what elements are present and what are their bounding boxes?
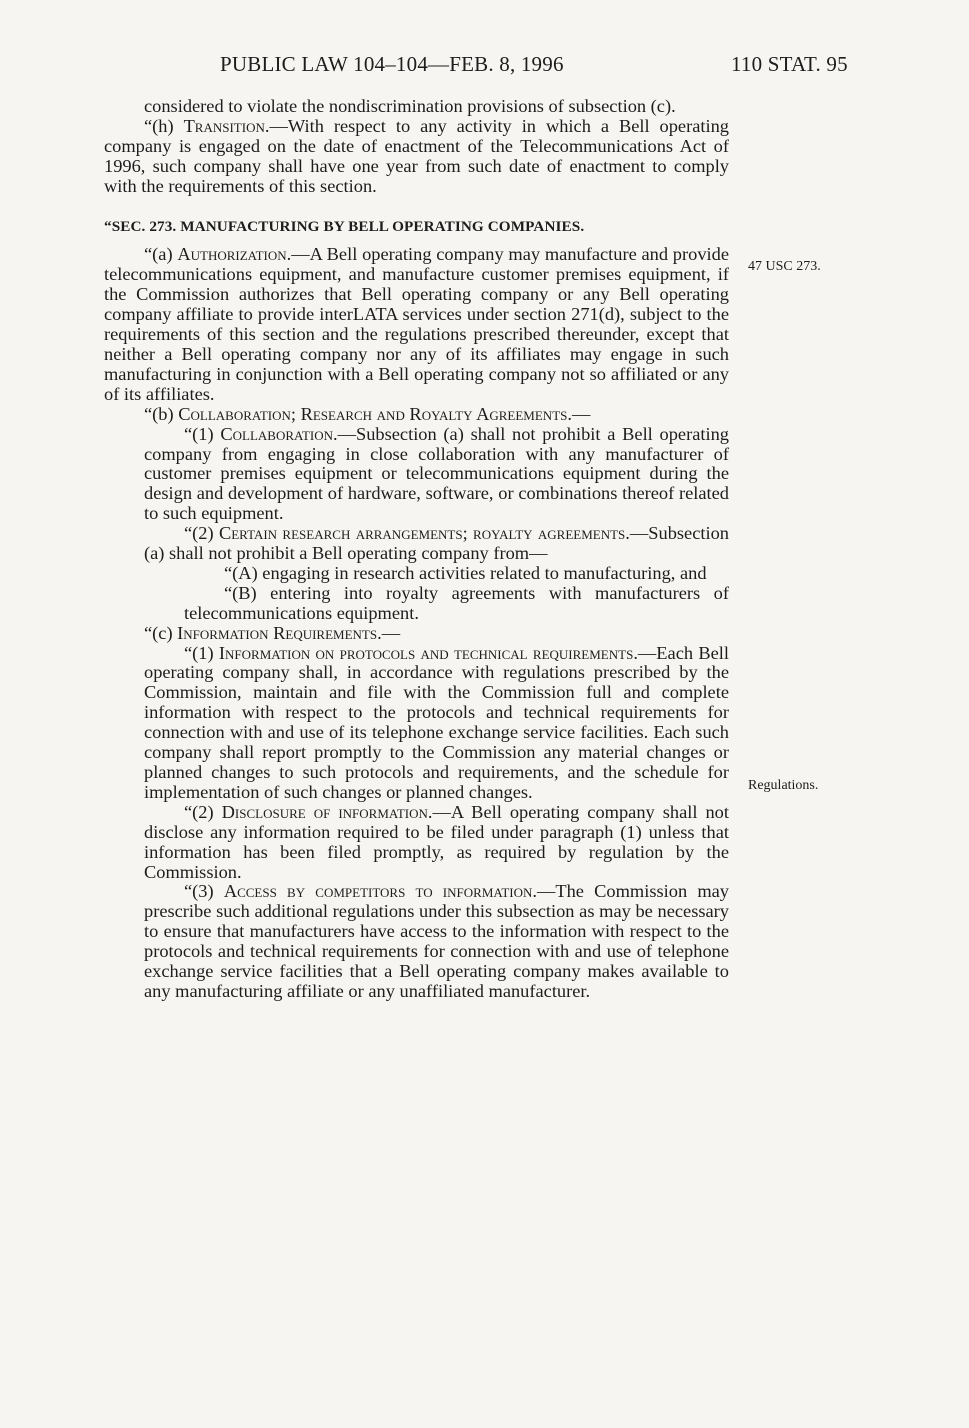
subsection-a-label: “(a) [144,244,178,265]
paragraph-b1-text: .—Subsection (a) shall not prohibit a Bell operating company from engaging in close collaboration with any manufacturer of customer premises equipment or telecommunications equipment during the design and development of hardware, software, or combinations thereof related to such equipment. [144,423,729,524]
paragraph-c1 [144,644,729,803]
subsection-b-heading: Collaboration; Research and Royalty Agreements [178,403,568,424]
section-heading: “SEC. 273. MANUFACTURING BY BELL OPERATING COMPANIES. [104,217,585,235]
subsection-h-label: “(h) [144,115,184,136]
subsection-h-heading: Transition [183,115,265,136]
subsection-a-heading: Authorization [177,244,287,265]
paragraph-c2-heading: Disclosure of information [221,801,428,822]
paragraph-c2 [144,803,729,883]
paragraph-b2 [144,524,729,564]
subparagraph-text: “(B) entering into royalty agreements with manufacturers of telecommunications equipment. [184,582,729,623]
subsection-h [104,117,729,197]
paragraph-b2-label: “(2) [184,523,219,544]
paragraph-c1-label: “(1) [184,642,219,663]
paragraph-b2-heading: Certain research arrangements; royalty agreements [218,523,626,544]
subsection-h-text: .—With respect to any activity in which a Bell operating company is engaged on the date of enactment of the Telecommunications Act of 1996, such company shall have one year from such date of enactment to comply with the requirements of this section. [104,115,729,196]
subsection-a-text: .—A Bell operating company may manufacture and provide telecommunications equipment, and manufacture customer premises equipment, if the Commission authorizes that Bell operating company or any Bell operating company affiliate to provide interLATA services under section 271(d), subject to the requirements of this section and the regulations prescribed thereunder, except that neither a Bell operating company nor any of its affiliates may engage in such manufacturing in conjunction with a Bell operating company not so affiliated or any of its affiliates. [104,244,729,404]
subsection-c-label: “(c) [144,622,178,643]
paragraph-c1-heading: Information on protocols and technical requirements [218,642,634,663]
running-head-title: PUBLIC LAW 104–104—FEB. 8, 1996 [220,52,564,76]
subparagraph-b2-B [184,584,729,624]
running-head-stat-page: 110 STAT. 95 [731,52,848,76]
subsection-c-tail: .— [377,622,401,643]
paragraph-c1-text: .—Each Bell operating company shall, in accordance with regulations prescribed by the Commission, maintain and file with the Commission full and complete information with respect to the protocols and technical requirements for connection with and use of its telephone exchange service facilities. Each such company shall report promptly to the Commission any material changes or planned changes to such protocols and requirements, and the schedule for implementation of such changes or planned changes. [144,642,729,802]
paragraph-c3-text: .—The Commission may prescribe such additional regulations under this subsection as may be necessary to ensure that manufacturers have access to the information with respect to the protocols and technical requirements for connection with and use of telephone exchange service facilities that a Bell operating company makes available to any manufacturing affiliate or any unaffiliated manufacturer. [144,881,729,1001]
subsection-b [104,405,729,425]
paragraph-b2-text: .—Subsection (a) shall not prohibit a Bell operating company from— [144,523,729,564]
subsection-a [104,245,729,404]
paragraph-c2-text: .—A Bell operating company shall not disclose any information required to be filed under paragraph (1) unless that information has been filed promptly, as required by regulation by the Commission. [144,801,729,882]
paragraph-b1-heading: Collaboration [220,423,333,444]
subsection-b-tail: .— [567,403,591,424]
margin-note-regulations: Regulations. [748,778,819,793]
subsection-b-label: “(b) [144,403,179,424]
margin-note-usc-citation: 47 USC 273. [748,259,821,274]
paragraph-c3-label: “(3) [184,881,224,902]
paragraph-c3-heading: Access by competitors to information [223,881,533,902]
paragraph-b1-label: “(1) [184,423,221,444]
paragraph-text: considered to violate the nondiscrimination provisions of subsection (c). [144,96,676,116]
subsection-c-heading: Information Requirements [177,622,378,643]
paragraph-c3 [144,882,729,1001]
paragraph-b1 [144,425,729,525]
paragraph-c2-label: “(2) [184,801,222,822]
subparagraph-b2-A [184,564,729,584]
statute-body [104,97,729,1002]
subsection-c [104,624,729,644]
paragraph-continuation [144,97,729,117]
subparagraph-text: “(A) engaging in research activities related to manufacturing, and [224,562,707,583]
